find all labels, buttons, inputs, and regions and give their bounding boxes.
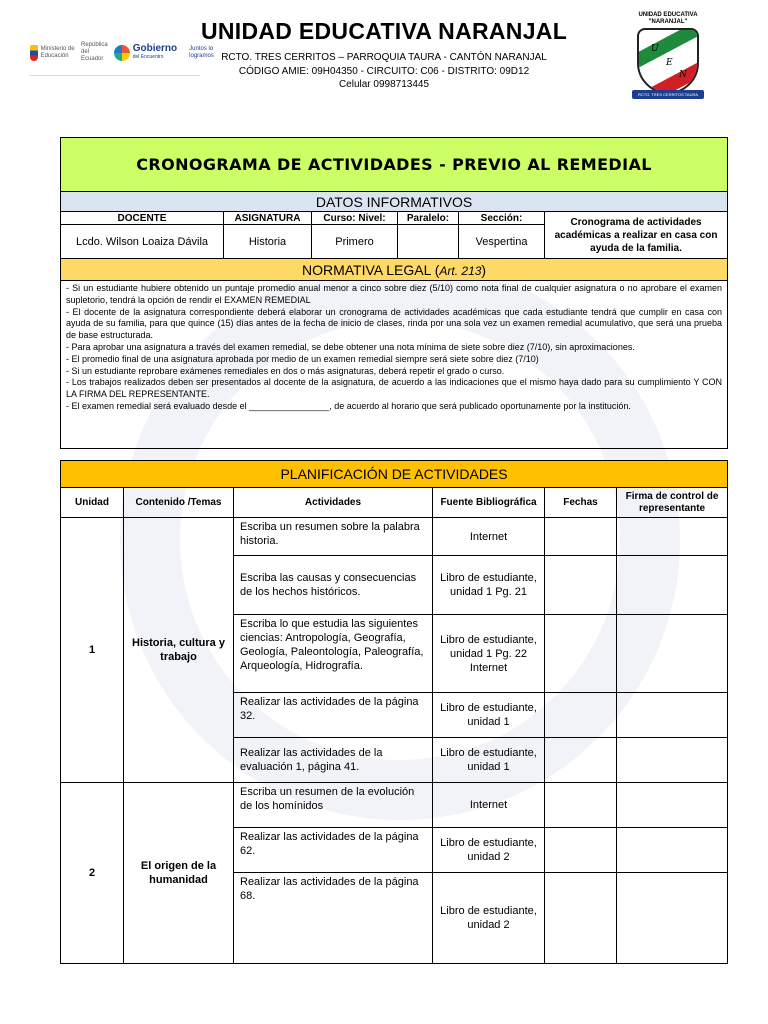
normativa-body xyxy=(61,281,728,449)
col-firma: Firma de control de representante xyxy=(617,488,728,518)
source-cell: Internet xyxy=(433,783,545,828)
source-cell: Libro de estudiante, unidad 1 Pg. 21 xyxy=(433,556,545,615)
normativa-paragraph: - Los trabajos realizados deben ser presentados al docente de la asignatura, de acuerdo a las indicaciones que el mismo haya dado para su cumplimiento Y CON LA FIRMA DEL REPRESENTANTE. xyxy=(66,377,723,400)
signature-cell[interactable] xyxy=(617,518,728,556)
school-codes: CÓDIGO AMIE: 09H04350 - CIRCUITO: C06 - DISTRITO: 09D12 xyxy=(238,66,530,77)
crest-letter-u: U xyxy=(651,44,659,54)
curso-value: Primero xyxy=(312,225,398,259)
crest-title: UNIDAD EDUCATIVA "NARANJAL" xyxy=(638,12,698,25)
normativa-paragraph: - Para aprobar una asignatura a través del examen remedial, se debe obtener una nota mínima de siete sobre diez (7/10), sin aproximaciones. xyxy=(66,341,635,352)
ministerio-label: Ministerio de Educación xyxy=(40,45,75,59)
source-cell: Internet xyxy=(433,518,545,556)
header-asignatura: ASIGNATURA xyxy=(224,212,312,225)
col-fuente: Fuente Bibliográfica xyxy=(433,488,545,518)
document-header xyxy=(0,0,768,125)
source-cell: Libro de estudiante, unidad 1 Pg. 22 Internet xyxy=(433,615,545,693)
activity-cell: Realizar las actividades de la evaluación 1, página 41. xyxy=(234,738,433,783)
date-cell[interactable] xyxy=(545,828,617,873)
header-docente: DOCENTE xyxy=(61,212,224,225)
paralelo-value xyxy=(398,225,459,259)
activity-cell: Escriba las causas y consecuencias de los hechos históricos. xyxy=(234,556,433,615)
col-actividades: Actividades xyxy=(234,488,433,518)
header-curso: Curso: Nivel: xyxy=(312,212,398,225)
col-contenido: Contenido /Temas xyxy=(124,488,234,518)
gobierno-label: Gobierno xyxy=(132,43,178,54)
normativa-paragraph: - El promedio final de una asignatura aprobada por medio de un examen remedial siempre será siete sobre diez (7/10) xyxy=(66,353,539,364)
date-cell[interactable] xyxy=(545,783,617,828)
date-cell[interactable] xyxy=(545,873,617,964)
normativa-paragraph: - Si un estudiante reprobare exámenes remediales en dos o más asignaturas, deberá repetir el grado o curso. xyxy=(66,365,505,376)
source-cell: Libro de estudiante, unidad 1 xyxy=(433,738,545,783)
normativa-article: Art. 213 xyxy=(439,263,482,278)
date-cell[interactable] xyxy=(545,693,617,738)
unit-number: 1 xyxy=(61,518,124,783)
seccion-value: Vespertina xyxy=(459,225,545,259)
source-cell: Libro de estudiante, unidad 2 xyxy=(433,873,545,964)
document-title: CRONOGRAMA DE ACTIVIDADES - PREVIO AL REMEDIAL xyxy=(61,138,728,192)
activity-cell: Realizar las actividades de la página 62. xyxy=(234,828,433,873)
col-fechas: Fechas xyxy=(545,488,617,518)
normativa-paragraph: - Si un estudiante hubiere obtenido un puntaje promedio anual menor a cinco sobre diez (5/10) como nota final de cualquier asignatura o no aprobare el examen supletorio, tendrá la opción de rendir el EXAMEN REMEDIAL xyxy=(66,283,723,305)
normativa-heading xyxy=(61,259,728,281)
school-name: UNIDAD EDUCATIVA NARANJAL xyxy=(200,18,568,44)
date-cell[interactable] xyxy=(545,556,617,615)
unit-topic: Historia, cultura y trabajo xyxy=(124,518,234,783)
normativa-paragraph: - El docente de la asignatura correspondiente deberá elaborar un cronograma de actividades académicas que cada estudiante tendrá que cumplir en casa con ayuda de su familia, para que quince (15) días antes de la fecha de inicio de clases, rinda por una sola vez un examen remedial acumulativo, que será una prueba de base estructurada. xyxy=(66,306,723,341)
juntos-label: Juntos lo logramos xyxy=(189,45,214,59)
datos-informativos-heading: DATOS INFORMATIVOS xyxy=(61,192,728,212)
unit-number: 2 xyxy=(61,783,124,964)
crest-shield xyxy=(637,28,699,94)
unit-topic: El origen de la humanidad xyxy=(124,783,234,964)
signature-cell[interactable] xyxy=(617,615,728,693)
signature-cell[interactable] xyxy=(617,556,728,615)
normativa-title: NORMATIVA LEGAL ( xyxy=(301,261,440,278)
col-unidad: Unidad xyxy=(61,488,124,518)
source-cell: Libro de estudiante, unidad 1 xyxy=(433,693,545,738)
activity-cell: Escriba lo que estudia las siguientes ciencias: Antropología, Geografía, Geología, Paleontología, Paleografía, Arqueología, Hidrografía. xyxy=(234,615,433,693)
info-description: Cronograma de actividades académicas a realizar en casa con ayuda de la familia. xyxy=(545,212,728,259)
source-cell: Libro de estudiante, unidad 2 xyxy=(433,828,545,873)
signature-cell[interactable] xyxy=(617,873,728,964)
activity-cell: Realizar las actividades de la página 32. xyxy=(234,693,433,738)
docente-value: Lcdo. Wilson Loaiza Dávila xyxy=(61,225,224,259)
activity-cell: Escriba un resumen sobre la palabra historia. xyxy=(234,518,433,556)
table-row xyxy=(61,518,728,556)
asignatura-value: Historia xyxy=(224,225,312,259)
school-address: RCTO. TRES CERRITOS – PARROQUIA TAURA - CANTÓN NARANJAL xyxy=(221,52,547,63)
activity-cell: Realizar las actividades de la página 68. xyxy=(234,873,433,964)
date-cell[interactable] xyxy=(545,518,617,556)
crest-letter-n: N xyxy=(679,70,687,80)
signature-cell[interactable] xyxy=(617,738,728,783)
crest-letter-e: E xyxy=(666,58,673,68)
date-cell[interactable] xyxy=(545,738,617,783)
normativa-paragraph: - El examen remedial será evaluado desde el ________________, de acuerdo al horario que será publicado oportunamente por la institución. xyxy=(66,400,631,411)
activity-cell: Escriba un resumen de la evolución de los homínidos xyxy=(234,783,433,828)
school-phone: Celular 0998713445 xyxy=(338,79,430,90)
table-row xyxy=(61,783,728,828)
planning-table xyxy=(60,460,728,964)
header-paralelo: Paralelo: xyxy=(398,212,459,225)
signature-cell[interactable] xyxy=(617,783,728,828)
signature-cell[interactable] xyxy=(617,828,728,873)
normativa-title-close: ) xyxy=(481,261,487,278)
header-seccion: Sección: xyxy=(459,212,545,225)
gobierno-sub-label: del Encuentro xyxy=(132,54,164,60)
signature-cell[interactable] xyxy=(617,693,728,738)
info-table xyxy=(60,137,728,449)
crest-ribbon: RCTO. TRES CERRITOS TAURA NARANJAL xyxy=(632,90,704,99)
planificacion-heading: PLANIFICACIÓN DE ACTIVIDADES xyxy=(61,461,728,488)
school-crest-icon xyxy=(628,12,708,106)
date-cell[interactable] xyxy=(545,615,617,693)
republica-label: República del Ecuador xyxy=(81,42,108,62)
